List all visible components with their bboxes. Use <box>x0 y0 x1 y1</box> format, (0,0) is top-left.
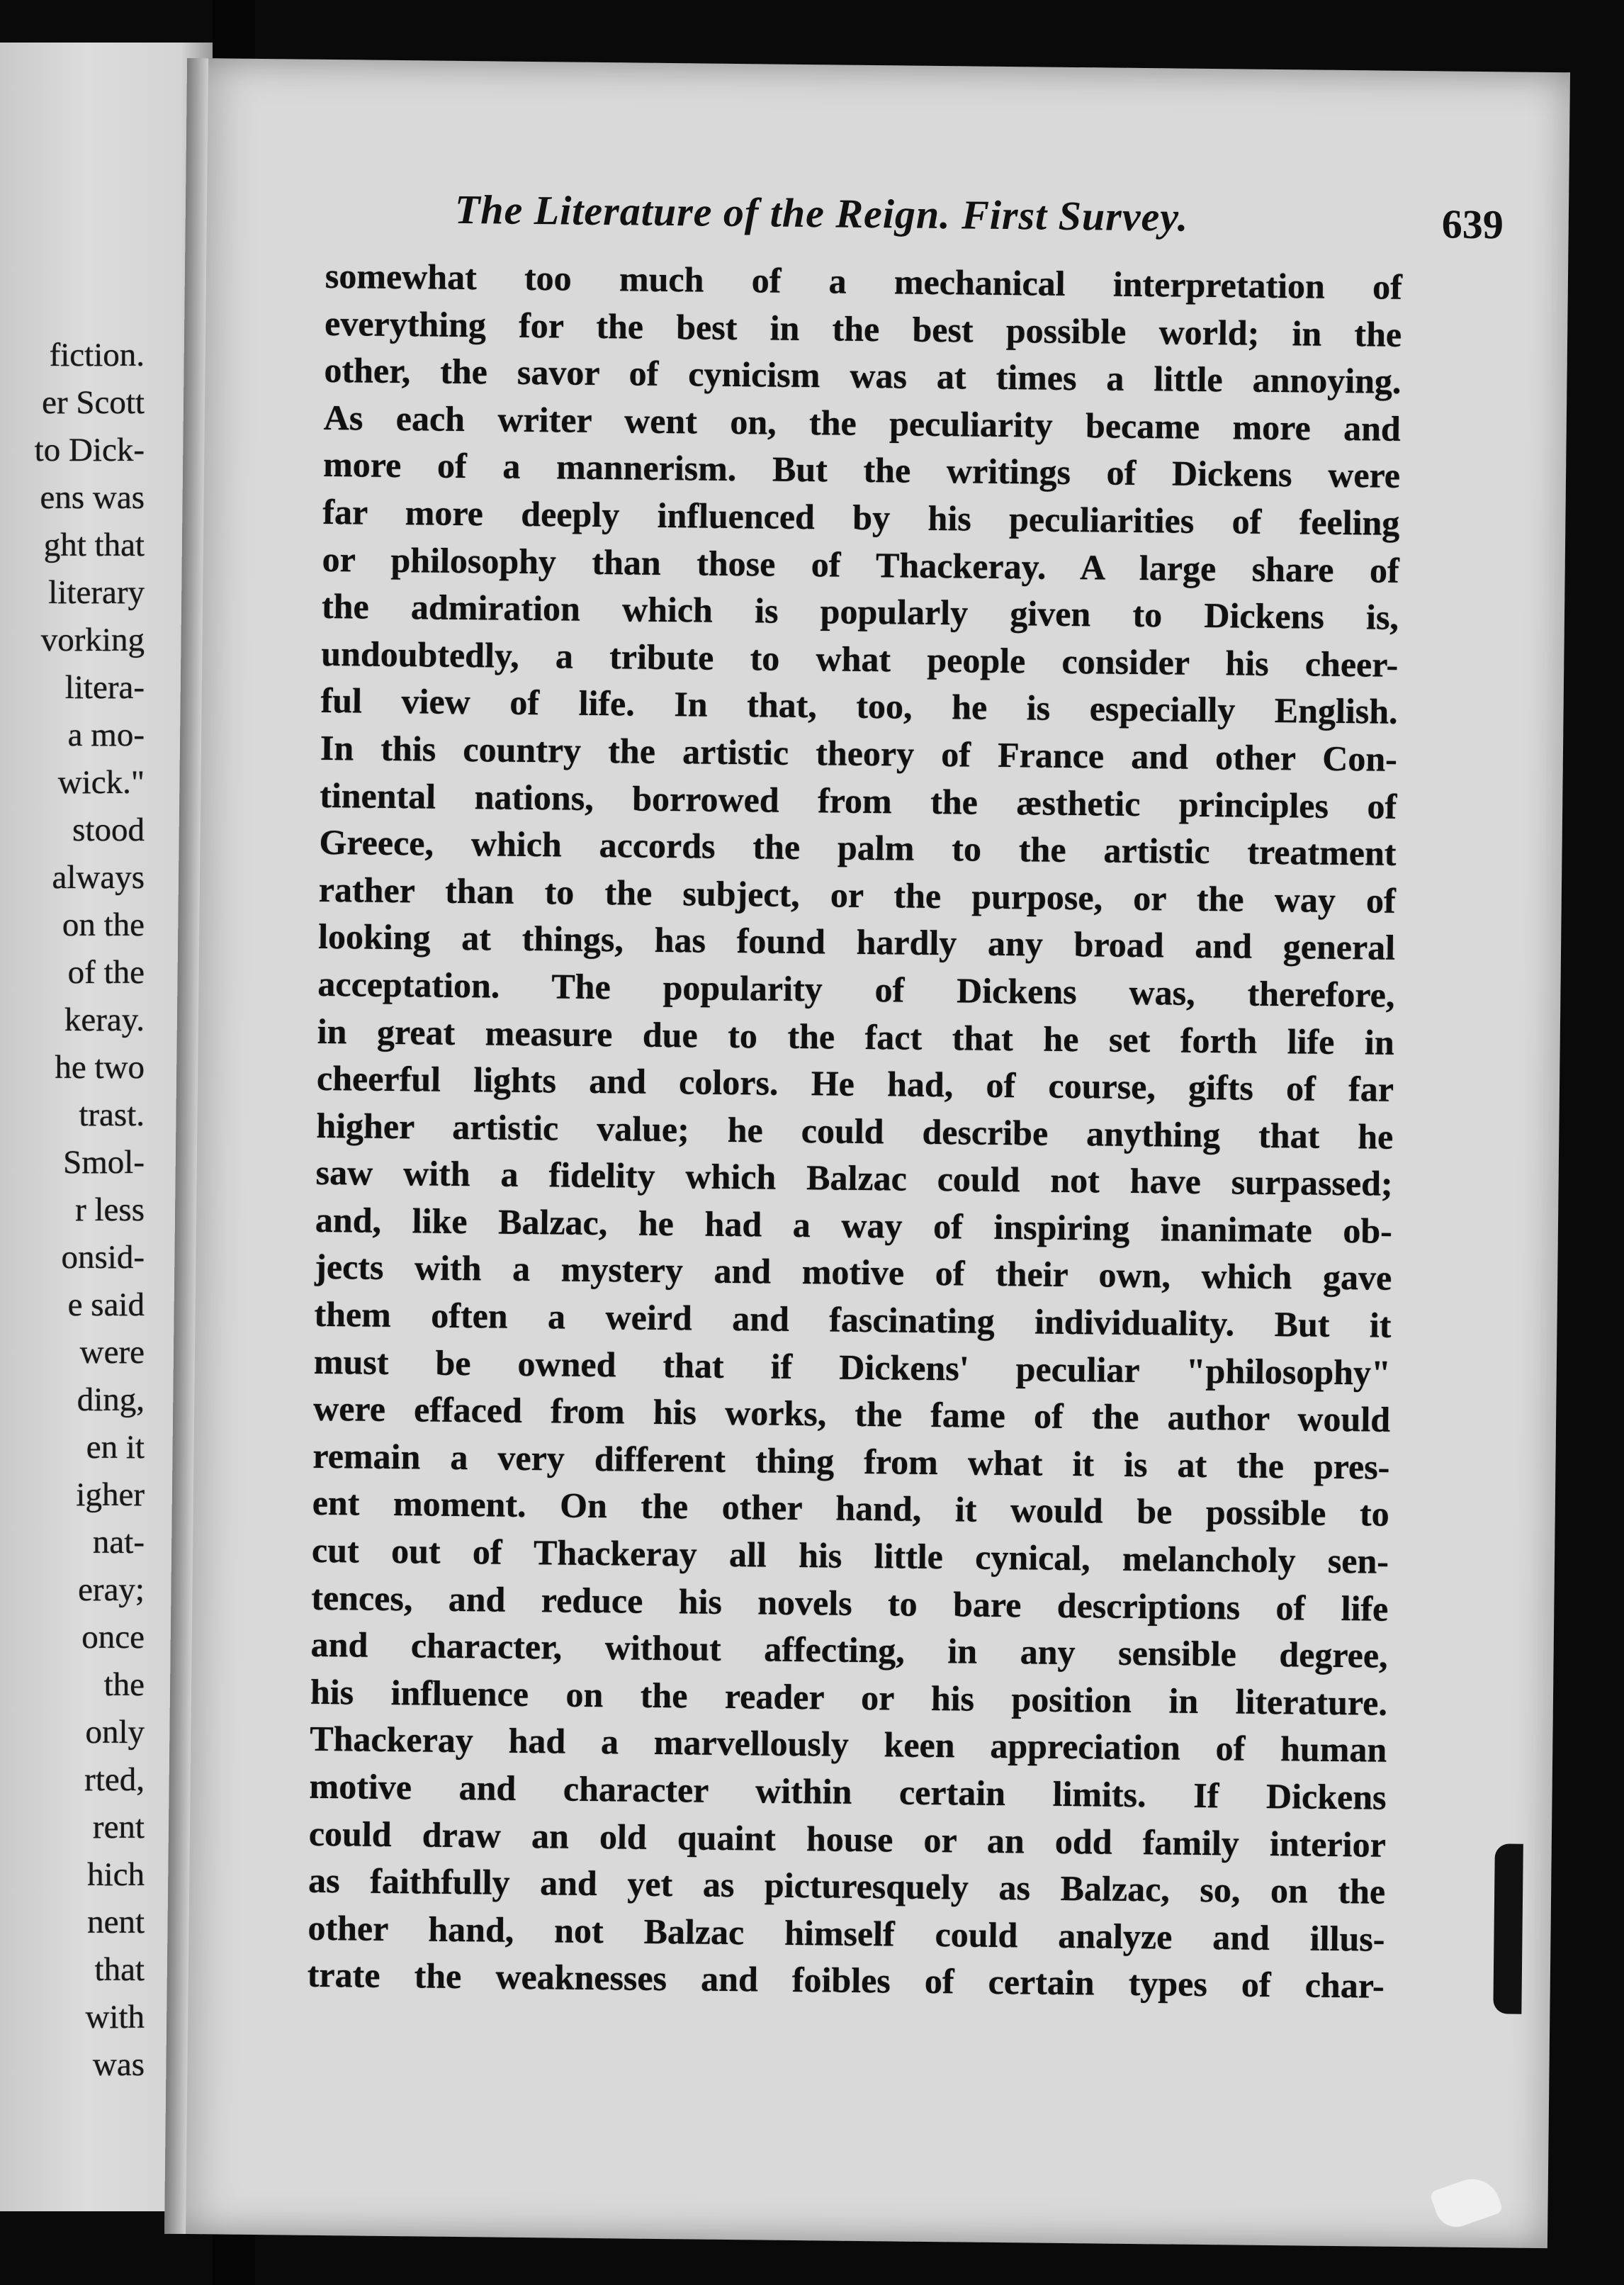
text-line: remain a very different thing from what it is at the pres- <box>312 1435 1390 1487</box>
text-line: In this country the artistic theory of France and other Con- <box>320 727 1398 779</box>
text-line: other hand, not Balzac himself could analyze and illus- <box>308 1907 1385 1959</box>
page-header <box>454 186 1504 260</box>
left-page-line: r less <box>75 1191 145 1228</box>
text-line: could draw an old quaint house or an odd family interior <box>308 1813 1387 1865</box>
text-line: looking at things, has found hardly any broad and general <box>317 916 1396 968</box>
text-line: in great measure due to the fact that he set forth life in <box>317 1011 1394 1062</box>
main-page <box>164 58 1570 2248</box>
running-head: The Literature of the Reign. First Survey. <box>454 186 1189 240</box>
left-page-text <box>0 332 145 2089</box>
left-page-line: vorking <box>40 622 145 658</box>
text-line: other, the savor of cynicism was at times a little annoying. <box>324 350 1402 402</box>
text-line: them often a weird and fascinating individuality. But it <box>314 1293 1392 1345</box>
left-page-line: always <box>52 859 145 896</box>
left-page-line: only <box>85 1714 145 1751</box>
text-line: jects with a mystery and motive of their own, which gave <box>314 1247 1392 1298</box>
left-page-line: rent <box>92 1809 145 1846</box>
text-line: were effaced from his works, the fame of the author would <box>312 1388 1391 1439</box>
left-page-line: he two <box>55 1049 145 1086</box>
left-page-line: wick." <box>57 764 145 801</box>
text-line: must be owned that if Dickens' peculiar "philosophy" <box>313 1341 1392 1393</box>
text-line: his influence on the reader or his position in literature. <box>310 1671 1388 1723</box>
left-page-line: keray. <box>64 1001 145 1038</box>
text-line: motive and character within certain limits. If Dickens <box>309 1765 1387 1817</box>
text-line: cut out of Thackeray all his little cynical, melancholy sen- <box>311 1529 1389 1581</box>
left-page-line: er Scott <box>42 384 145 421</box>
left-page-line: hich <box>87 1856 145 1893</box>
left-page-line: was <box>92 2046 145 2083</box>
text-line: or philosophy than those of Thackeray. A large share of <box>322 539 1399 590</box>
text-line: as faithfully and yet as picturesquely as Balzac, so, on the <box>308 1860 1386 1911</box>
left-page-line: to Dick- <box>34 432 145 468</box>
text-line: rather than to the subject, or the purpose, or the way of <box>318 869 1397 921</box>
left-page-line: litera- <box>64 669 145 706</box>
text-line: saw with a fidelity which Balzac could not have surpassed; <box>315 1152 1393 1204</box>
text-line: Thackeray had a marvellously keen appreciation of human <box>310 1719 1387 1770</box>
left-page-line: igher <box>76 1476 145 1513</box>
text-line: more of a mannerism. But the writings of Dickens were <box>322 444 1401 496</box>
left-page-line: fiction. <box>49 337 145 374</box>
text-line: trate the weaknesses and foibles of certain types of char- <box>307 1955 1385 2006</box>
left-page-line: literary <box>48 574 145 611</box>
left-page-line: nent <box>87 1904 145 1941</box>
left-page-line: once <box>81 1619 145 1656</box>
left-page-line: of the <box>67 954 145 991</box>
text-line: undoubtedly, a tribute to what people consider his cheer- <box>321 633 1399 685</box>
text-line: everything for the best in the best possible world; in the <box>324 303 1402 354</box>
text-line: As each writer went on, the peculiarity became more and <box>323 397 1402 449</box>
text-line: and character, without affecting, in any sensible degree, <box>310 1624 1388 1675</box>
left-page-line: were <box>79 1334 145 1371</box>
body-text <box>307 252 1402 2010</box>
text-line: higher artistic value; he could describe anything that he <box>316 1105 1394 1157</box>
text-line: acceptation. The popularity of Dickens was, therefore, <box>317 963 1395 1015</box>
left-page-line: Smol- <box>63 1144 145 1181</box>
text-line: tences, and reduce his novels to bare descriptions of life <box>311 1577 1389 1629</box>
left-page-line: that <box>94 1951 145 1988</box>
left-page-line: a mo- <box>67 717 145 753</box>
left-page-line: rted, <box>84 1761 145 1798</box>
left-page-line: nat- <box>92 1524 145 1561</box>
text-line: the admiration which is popularly given to Dickens is, <box>321 586 1399 637</box>
text-line: Greece, which accords the palm to the artistic treatment <box>319 822 1397 873</box>
page-number: 639 <box>1441 201 1504 248</box>
text-line: ful view of life. In that, too, he is especially English. <box>320 680 1398 732</box>
text-line: somewhat too much of a mechanical interpretation of <box>325 255 1403 307</box>
left-page-line: en it <box>86 1429 145 1466</box>
left-page-line: ens was <box>40 479 145 516</box>
left-page-line: the <box>103 1666 145 1703</box>
left-page-line: with <box>85 1999 145 2036</box>
left-page-line: e said <box>67 1286 145 1323</box>
text-line: ent moment. On the other hand, it would be possible to <box>312 1483 1390 1534</box>
left-page-line: ght that <box>43 527 145 563</box>
left-page-line: stood <box>72 812 145 848</box>
text-line: cheerful lights and colors. He had, of course, gifts of far <box>316 1057 1394 1109</box>
text-line: and, like Balzac, he had a way of inspiring inanimate ob- <box>315 1199 1393 1251</box>
left-page-line: eray; <box>78 1571 145 1608</box>
text-line: tinental nations, borrowed from the æsthetic principles of <box>319 775 1397 826</box>
page-corner-tear <box>1429 2172 1504 2233</box>
text-line: far more deeply influenced by his peculiarities of feeling <box>322 491 1400 543</box>
left-page-line: on the <box>62 906 145 943</box>
left-page-line: ding, <box>77 1381 145 1418</box>
scan-edge-mark <box>1493 1843 1523 2014</box>
left-page-line: trast. <box>79 1096 145 1133</box>
left-page-line: onsid- <box>61 1239 145 1276</box>
